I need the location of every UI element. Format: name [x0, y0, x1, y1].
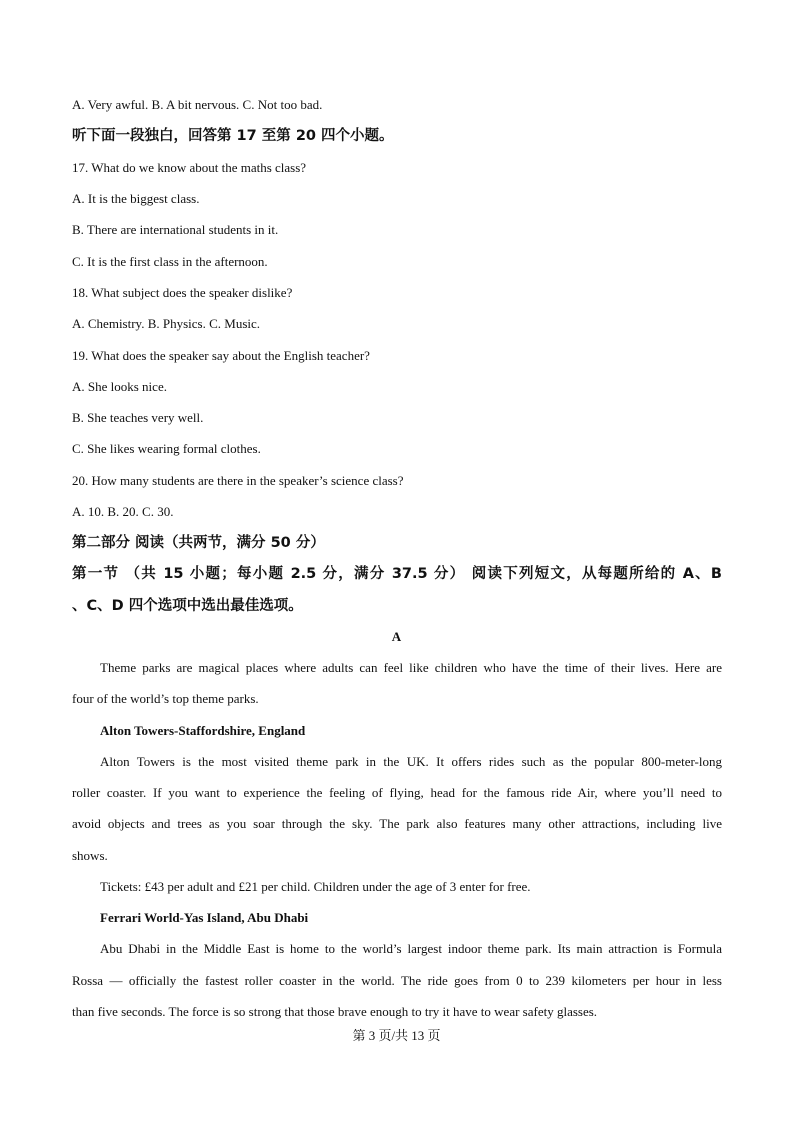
park1-tickets: Tickets: £43 per adult and £21 per child. Children under the age of 3 enter for free. — [100, 879, 531, 894]
q16-options: A. Very awful. B. A bit nervous. C. Not too bad. — [72, 97, 323, 112]
park2-paragraph-line2: Rossa — officially the fastest roller coaster in the world. The ride goes from 0 to 239 kilometers per hour in less — [72, 973, 722, 988]
intro-paragraph-line1: Theme parks are magical places where adults can feel like children who have the time of their lives. Here are — [100, 660, 722, 675]
park1-paragraph-line2: roller coaster. If you want to experience the feeling of flying, head for the famous ride Air, where you’ll need to — [72, 785, 722, 800]
intro-paragraph-line2: four of the world’s top theme parks. — [72, 691, 259, 706]
park1-paragraph-line1: Alton Towers is the most visited theme park in the UK. It offers rides such as the popular 800-meter-long — [100, 754, 722, 769]
passage-label: A — [391, 629, 402, 644]
page-number-footer: 第 3 页/共 13 页 — [352, 1028, 441, 1043]
q19-option-a: A. She looks nice. — [72, 379, 167, 394]
park2-heading: Ferrari World-Yas Island, Abu Dhabi — [100, 910, 309, 925]
listening-section-instruction: 听下面一段独白，回答第 17 至第 20 四个小题。 — [72, 128, 394, 144]
park1-paragraph-line3: avoid objects and trees as you soar through the sky. The park also features many other attractions, including live — [72, 816, 722, 831]
question-17: 17. What do we know about the maths class? — [72, 160, 307, 175]
section-one-instruction-line1: 第一节 （共 15 小题；每小题 2.5 分，满分 37.5 分） 阅读下列短文，从每题所给的 A、B — [72, 566, 722, 582]
park1-heading: Alton Towers-Staffordshire, England — [100, 723, 306, 738]
question-20: 20. How many students are there in the speaker’s science class? — [72, 473, 404, 488]
q17-option-b: B. There are international students in it. — [72, 222, 279, 237]
question-18: 18. What subject does the speaker dislike? — [72, 285, 293, 300]
question-19: 19. What does the speaker say about the English teacher? — [72, 348, 370, 363]
section-one-instruction-line2: 、C、D 四个选项中选出最佳选项。 — [72, 598, 303, 614]
q19-option-b: B. She teaches very well. — [72, 410, 204, 425]
q17-option-c: C. It is the first class in the afternoon. — [72, 254, 268, 269]
q17-option-a: A. It is the biggest class. — [72, 191, 200, 206]
park2-paragraph-line3: than five seconds. The force is so strong that those brave enough to try it have to wear safety glasses. — [72, 1004, 598, 1019]
q19-option-c: C. She likes wearing formal clothes. — [72, 441, 261, 456]
q20-options: A. 10. B. 20. C. 30. — [72, 504, 174, 519]
part-two-heading: 第二部分 阅读（共两节，满分 50 分） — [72, 535, 325, 551]
park1-paragraph-line4: shows. — [72, 848, 108, 863]
park2-paragraph-line1: Abu Dhabi in the Middle East is home to the world’s largest indoor theme park. Its main attraction is Formula — [100, 941, 722, 956]
q18-options: A. Chemistry. B. Physics. C. Music. — [72, 316, 261, 331]
